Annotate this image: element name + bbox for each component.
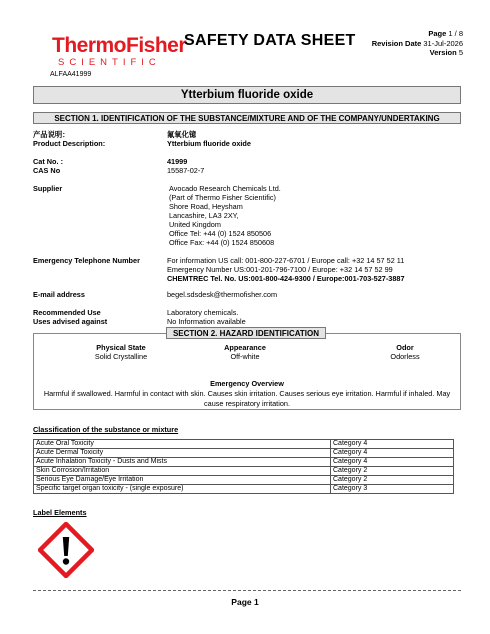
reference-code: ALFAA41999 bbox=[50, 71, 92, 78]
hazard-category-cell: Category 2 bbox=[331, 467, 454, 476]
page-label: Page bbox=[428, 29, 447, 38]
emergency-line: For information US call: 001-800-227-6701 / Europe call: +32 14 57 52 11 bbox=[167, 256, 405, 265]
hazard-class-cell: Specific target organ toxicity - (single exposure) bbox=[34, 485, 331, 494]
label-elements-heading: Label Elements bbox=[33, 508, 87, 517]
physical-state bbox=[66, 343, 176, 361]
cat-no-label: Cat No. : bbox=[33, 157, 63, 166]
hazard-category-cell: Category 4 bbox=[331, 449, 454, 458]
product-desc-value: Ytterbium fluoride oxide bbox=[167, 139, 251, 148]
emergency-phone-info bbox=[167, 256, 405, 283]
revision-value: 31-Jul-2026 bbox=[423, 38, 463, 48]
hazard-class-cell: Skin Corrosion/Irritation bbox=[34, 467, 331, 476]
hazard-class-cell: Acute Inhalation Toxicity - Dusts and Mists bbox=[34, 458, 331, 467]
brand-logo-text: ThermoFisher bbox=[52, 34, 187, 57]
table-row bbox=[34, 467, 454, 476]
brand-logo-subtitle: SCIENTIFIC bbox=[58, 57, 161, 68]
version-value: 5 bbox=[458, 48, 463, 57]
hazard-class-cell: Serious Eye Damage/Eye Irritation bbox=[34, 476, 331, 485]
supplier-line: Lancashire, LA3 2XY, bbox=[169, 211, 239, 220]
section1-heading: SECTION 1. IDENTIFICATION OF THE SUBSTANCE/MIXTURE AND OF THE COMPANY/UNDERTAKING bbox=[33, 112, 461, 124]
brand-logo bbox=[52, 34, 186, 58]
hazard-category-cell: Category 3 bbox=[331, 485, 454, 494]
classification-heading: Classification of the substance or mixture bbox=[33, 425, 179, 434]
classification-table bbox=[33, 439, 454, 494]
supplier-line: (Part of Thermo Fisher Scientific) bbox=[169, 193, 276, 202]
table-row bbox=[34, 440, 454, 449]
table-row bbox=[34, 458, 454, 467]
hazard-category-cell: Category 4 bbox=[331, 458, 454, 467]
hazard-category-cell: Category 2 bbox=[331, 476, 454, 485]
email-value[interactable]: begel.sdsdesk@thermofisher.com bbox=[167, 290, 278, 299]
revision-label: Revision Date bbox=[371, 38, 422, 48]
supplier-line: Office Fax: +44 (0) 1524 850608 bbox=[169, 238, 275, 247]
document-title: SAFETY DATA SHEET bbox=[184, 32, 356, 49]
supplier-address bbox=[169, 184, 281, 247]
product-name-banner: Ytterbium fluoride oxide bbox=[33, 86, 461, 104]
cas-no-value: 15587-02-7 bbox=[167, 166, 205, 175]
footer-divider bbox=[33, 590, 461, 591]
odor bbox=[350, 343, 460, 361]
appearance bbox=[190, 343, 300, 361]
uses-advised-against-value: No Information available bbox=[167, 317, 246, 326]
footer-page-number: Page 1 bbox=[231, 597, 259, 607]
supplier-label: Supplier bbox=[33, 184, 63, 193]
hazard-class-cell: Acute Dermal Toxicity bbox=[34, 449, 331, 458]
product-desc-cn-label: 产品说明： bbox=[33, 130, 70, 139]
appearance-label: Appearance bbox=[224, 343, 266, 352]
table-row bbox=[34, 476, 454, 485]
physical-state-label: Physical State bbox=[96, 343, 146, 352]
cat-no-value: 41999 bbox=[167, 157, 188, 166]
recommended-use-value: Laboratory chemicals. bbox=[167, 308, 239, 317]
recommended-use-label: Recommended Use bbox=[33, 308, 101, 317]
table-row bbox=[34, 485, 454, 494]
table-row bbox=[34, 449, 454, 458]
product-desc-label: Product Description: bbox=[33, 139, 106, 148]
exclamation-mark-pictogram-icon bbox=[38, 522, 94, 578]
supplier-line: Avocado Research Chemicals Ltd. bbox=[169, 184, 281, 193]
odor-value: Odorless bbox=[390, 352, 420, 361]
cas-no-label: CAS No bbox=[33, 166, 61, 175]
hazard-class-cell: Acute Oral Toxicity bbox=[34, 440, 331, 449]
supplier-line: Shore Road, Heysham bbox=[169, 202, 243, 211]
emergency-line: CHEMTREC Tel. No. US:001-800-424-9300 / Europe:001-703-527-3887 bbox=[167, 274, 405, 283]
odor-label: Odor bbox=[396, 343, 414, 352]
section2-heading: SECTION 2. HAZARD IDENTIFICATION bbox=[166, 327, 326, 339]
supplier-line: United Kingdom bbox=[169, 220, 221, 229]
version-label: Version bbox=[429, 48, 457, 57]
email-label: E-mail address bbox=[33, 290, 85, 299]
physical-state-value: Solid Crystalline bbox=[94, 352, 148, 361]
uses-advised-against-label: Uses advised against bbox=[33, 317, 108, 326]
emergency-overview-text: Harmful if swallowed. Harmful in contact with skin. Causes skin irritation. Causes serious eye irritation. Harmful if inhaled. May cause respiratory irritation. bbox=[43, 389, 451, 408]
emergency-overview-label: Emergency Overview bbox=[210, 379, 284, 388]
supplier-line: Office Tel: +44 (0) 1524 850506 bbox=[169, 229, 272, 238]
emergency-phone-label: Emergency Telephone Number bbox=[33, 256, 140, 265]
product-desc-cn-value: 氟氧化镱 bbox=[167, 130, 197, 139]
document-meta bbox=[372, 29, 463, 58]
emergency-line: Emergency Number US:001-201-796-7100 / Europe: +32 14 57 52 99 bbox=[167, 265, 393, 274]
appearance-value: Off-white bbox=[230, 352, 260, 361]
hazard-category-cell: Category 4 bbox=[331, 440, 454, 449]
page-value: 1 / 8 bbox=[448, 29, 463, 38]
